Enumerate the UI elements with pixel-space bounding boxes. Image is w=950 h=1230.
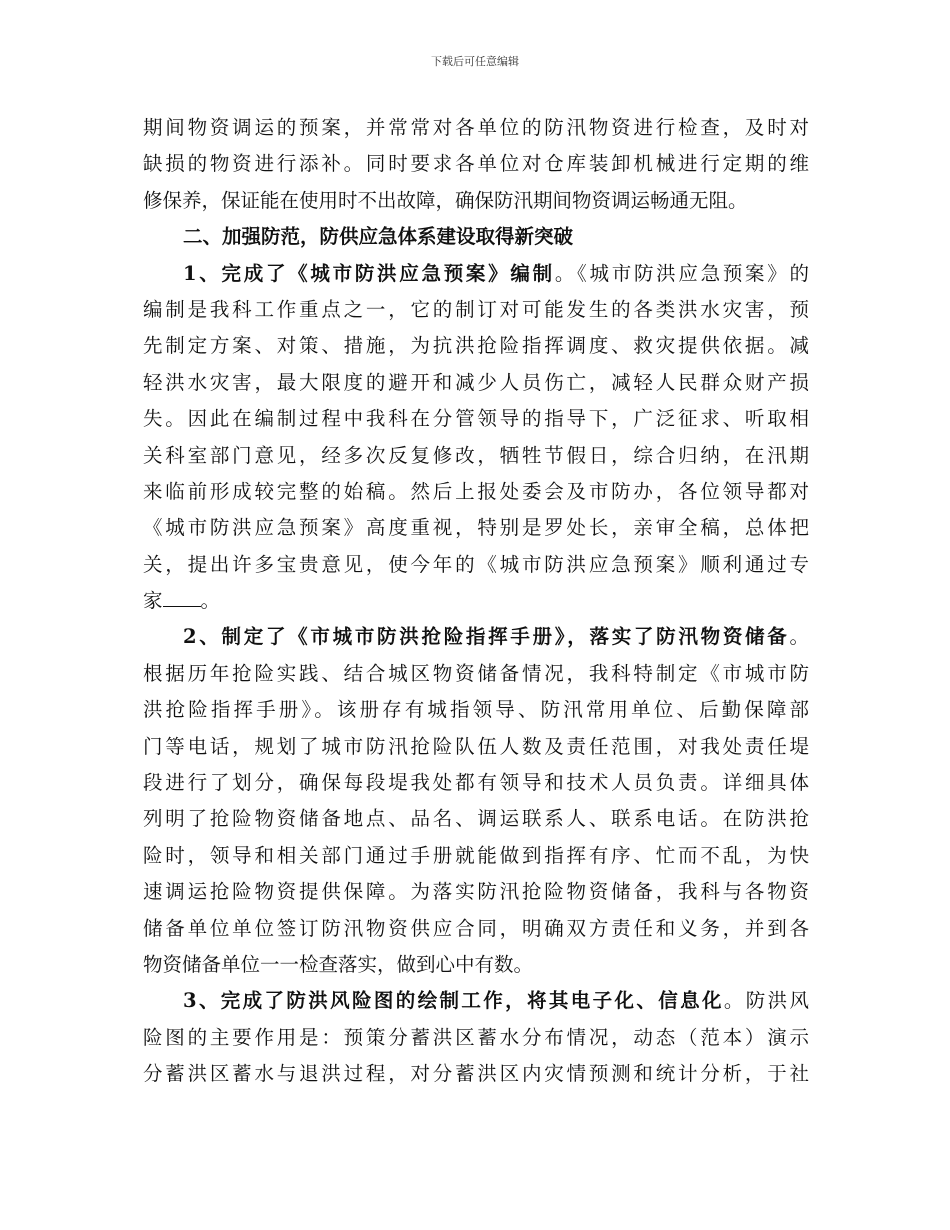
paragraph-line: 分蓄洪区蓄水与退洪过程，对分蓄洪区内灾情预测和统计分析，于社	[143, 1062, 809, 1086]
paragraph-line: 物资储备单位一一检查落实，做到心中有数。	[143, 952, 534, 976]
paragraph-line: 速调运抢险物资提供保障。为落实防汛抢险物资储备，我科与各物资	[143, 880, 809, 904]
item-2-first-line	[143, 619, 809, 655]
item-3-title: 3、完成了防洪风险图的绘制工作，将其电子化、信息化	[183, 989, 724, 1013]
paragraph-line: 关，提出许多宝贵意见，使今年的《城市防洪应急预案》顺利通过专	[143, 552, 809, 576]
paragraph-line: 关科室部门意见，经多次反复修改，牺牲节假日，综合归纳，在汛期	[143, 443, 809, 467]
paragraph-line: 轻洪水灾害，最大限度的避开和减少人员伤亡，减轻人民群众财产损	[143, 370, 809, 394]
paragraph-line: 编制是我科工作重点之一，它的制订对可能发生的各类洪水灾害，预	[143, 297, 809, 321]
section-heading: 二、加强防范，防供应急体系建设取得新突破	[183, 225, 574, 249]
paragraph-line	[143, 583, 809, 619]
paragraph-line: 门等电话，规划了城市防汛抢险队伍人数及责任范围，对我处责任堤	[143, 734, 809, 758]
paragraph-line: 洪抢险指挥手册》。该册存有城指领导、防汛常用单位、后勤保障部	[143, 698, 809, 722]
item-1-tail-end: 。	[200, 589, 221, 613]
paragraph-line: 根据历年抢险实践、结合城区物资储备情况，我科特制定《市城市防	[143, 661, 809, 685]
paragraph-line: 修保养，保证能在使用时不出故障，确保防汛期间物资调运畅通无阻。	[143, 188, 748, 212]
paragraph-line: 储备单位单位签订防汛物资供应合同，明确双方责任和义务，并到各	[143, 916, 809, 940]
item-3-first-line	[143, 983, 809, 1019]
item-1-first-line	[143, 256, 809, 292]
paragraph-line: 段进行了划分，确保每段堤我处都有领导和技术人员负责。详细具体	[143, 771, 809, 795]
item-1-text: 。《城市防洪应急预案》的	[554, 261, 809, 285]
document-body	[143, 110, 809, 1093]
paragraph-line: 来临前形成较完整的始稿。然后上报处委会及市防办，各位领导都对	[143, 479, 809, 503]
page-header: 下载后可任意编辑	[431, 55, 519, 68]
item-1-title: 1、完成了《城市防洪应急预案》编制	[183, 261, 555, 285]
item-2-title-end: 。	[789, 625, 809, 649]
item-2-title: 2、制定了《市城市防洪抢险指挥手册》，落实了防汛物资储备	[183, 625, 790, 649]
paragraph-line: 缺损的物资进行添补。同时要求各单位对仓库装卸机械进行定期的维	[143, 152, 809, 176]
paragraph-line: 列明了抢险物资储备地点、品名、调运联系人、联系电话。在防洪抢	[143, 807, 809, 831]
paragraph-line: 期间物资调运的预案，并常常对各单位的防汛物资进行检查，及时对	[143, 116, 809, 139]
item-1-tail: 家	[143, 589, 163, 613]
paragraph-line: 失。因此在编制过程中我科在分管领导的指导下，广泛征求、听取相	[143, 407, 809, 431]
paragraph-line: 《城市防洪应急预案》高度重视，特别是罗处长，亲审全稿，总体把	[143, 516, 809, 540]
blank-underline	[163, 586, 201, 607]
item-3-text: 。防洪风	[723, 989, 809, 1013]
paragraph-line: 险时，领导和相关部门通过手册就能做到指挥有序、忙而不乱，为快	[143, 843, 809, 867]
paragraph-line: 险图的主要作用是：预策分蓄洪区蓄水分布情况，动态（范本）演示	[143, 1025, 809, 1049]
paragraph-line: 先制定方案、对策、措施，为抗洪抢险指挥调度、救灾提供依据。减	[143, 334, 809, 358]
